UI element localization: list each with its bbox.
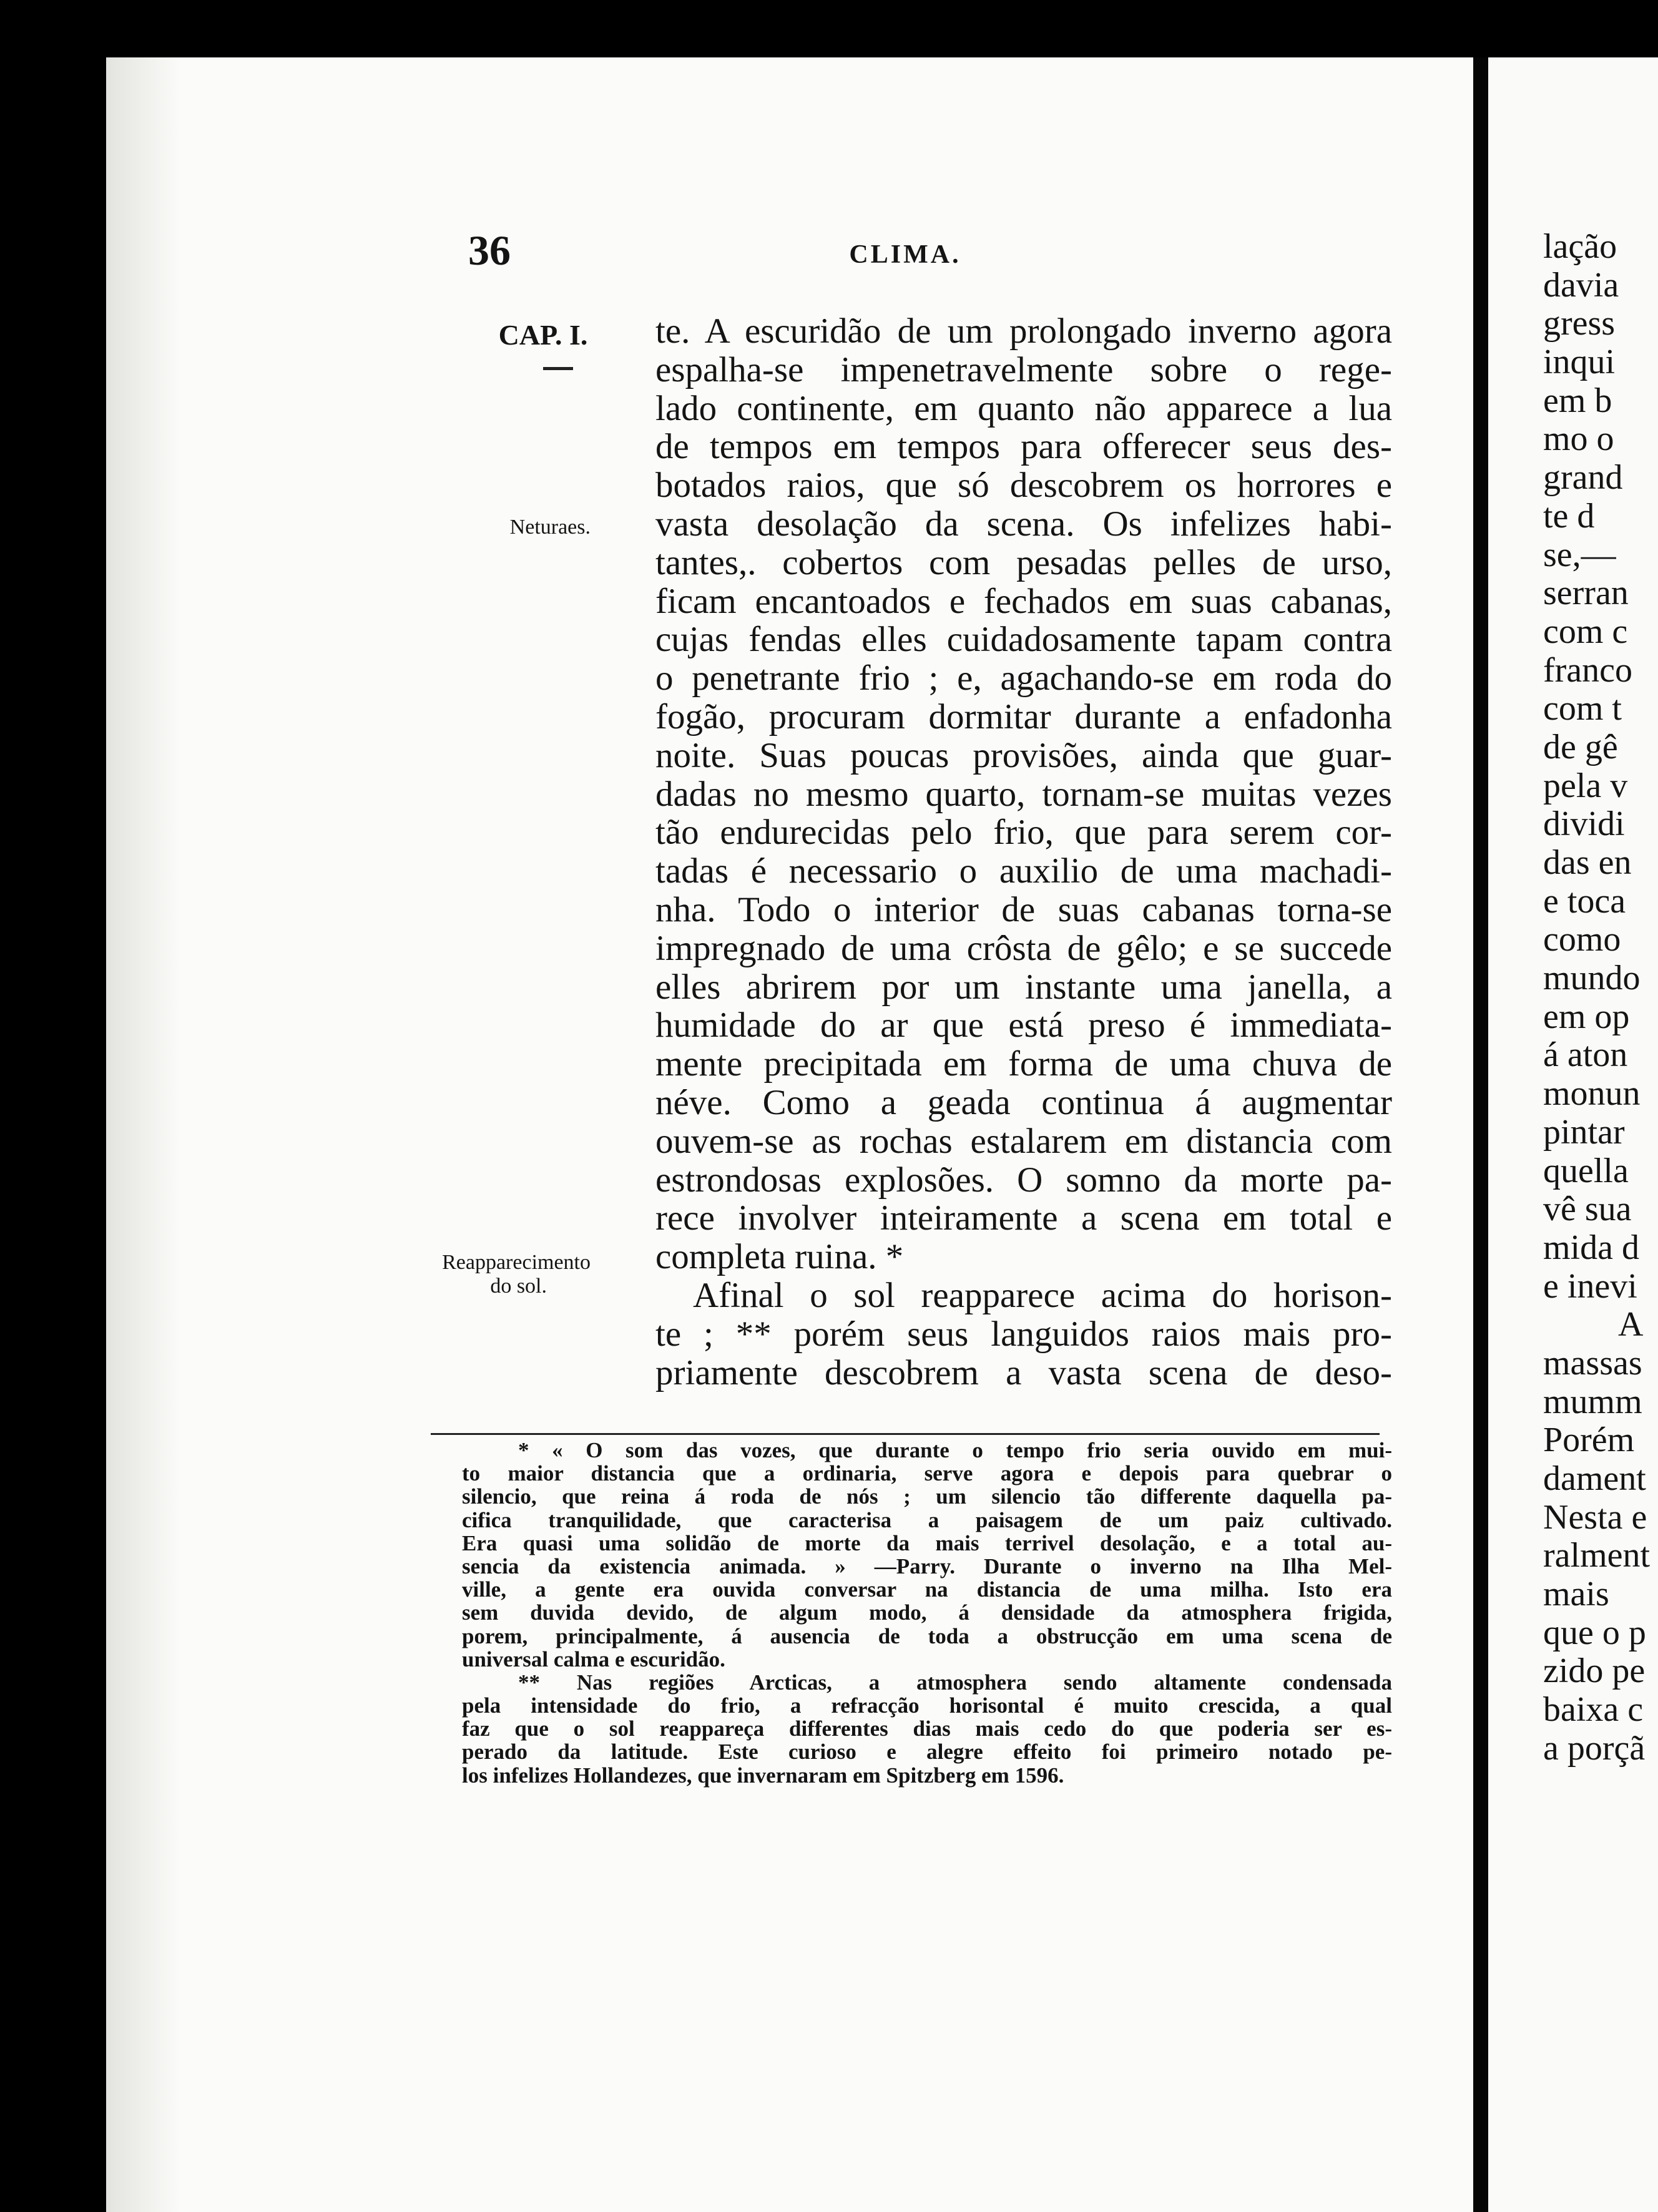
footnote-line: faz que o sol reappareça differentes dias mais cedo do que poderia ser es- (462, 1716, 1392, 1741)
right-page-line: massas (1543, 1343, 1642, 1382)
footnote-line: pela intensidade do frio, a refracção horisontal é muito crescida, a qual (462, 1693, 1392, 1718)
body-line: nha. Todo o interior de suas cabanas torna-se (655, 889, 1392, 929)
chapter-label: CAP. I. (498, 319, 588, 351)
right-page-line: serran (1543, 574, 1629, 613)
footnote-rule (431, 1433, 1380, 1435)
right-page-line: te d (1543, 496, 1595, 536)
body-line: rece involver inteiramente a scena em total e (655, 1198, 1392, 1238)
footnote-line: ville, a gente era ouvida conversar na distancia de uma milha. Isto era (462, 1577, 1392, 1602)
right-page-line: a porçã (1543, 1728, 1646, 1768)
right-page-line: mo o (1543, 419, 1614, 459)
right-book-page (1488, 57, 1658, 2212)
right-page-line: mundo (1543, 959, 1641, 998)
right-page-line: como (1543, 920, 1621, 959)
right-page-line: A (1618, 1305, 1644, 1344)
right-page-line: zido pe (1543, 1652, 1646, 1691)
footnotes (462, 1439, 1392, 1787)
right-page-line: monun (1543, 1074, 1641, 1113)
right-page-line: franco (1543, 650, 1633, 690)
right-page-line: mais (1543, 1575, 1609, 1614)
sidenote-reapparecimento (442, 1251, 591, 1298)
right-page-text (1543, 228, 1650, 1768)
body-line: tão endurecidas pelo frio, que para serem cor- (655, 813, 1392, 853)
right-page-line: baixa c (1543, 1690, 1644, 1730)
body-line: tantes,. cobertos com pesadas pelles de urso, (655, 542, 1392, 582)
footnote-line: silencio, que reina á roda de nós ; um silencio tão differente daquella pa- (462, 1484, 1392, 1509)
sidenote-text: Neturaes. (509, 516, 591, 539)
footnote-line: * « O som das vozes, que durante o tempo frio seria ouvido em mui- (518, 1438, 1392, 1462)
footnote-line: perado da latitude. Este curioso e alegre effeito foi primeiro notado pe- (462, 1740, 1392, 1764)
footnote-line: universal calma e escuridão. (462, 1647, 725, 1671)
body-line: espalha-se impenetravelmente sobre o rege- (655, 350, 1392, 389)
footnote-line: sem duvida devido, de algum modo, á densidade da atmosphera frigida, (462, 1600, 1392, 1625)
body-line: dadas no mesmo quarto, tornam-se muitas vezes (655, 774, 1392, 814)
right-page-line: dament (1543, 1459, 1646, 1498)
right-page-line: Porém (1543, 1421, 1635, 1460)
body-line: te. A escuridão de um prolongado inverno agora (655, 311, 1392, 351)
footnote-line: Era quasi uma solidão de morte da mais terrivel desolação, e a total au- (462, 1530, 1392, 1555)
right-page-line: com t (1543, 689, 1622, 728)
body-line: elles abrirem por um instante uma janella, a (655, 967, 1392, 1007)
sidenote-neturaes (510, 516, 591, 539)
right-page-line: vê sua (1543, 1190, 1632, 1229)
right-page-line: com c (1543, 612, 1628, 651)
body-line: estrondosas explosões. O somno da morte pa- (655, 1160, 1392, 1200)
footnote-line: to maior distancia que a ordinaria, serve agora e depois para quebrar o (462, 1461, 1392, 1486)
right-page-line: pela v (1543, 766, 1628, 805)
right-page-line: á aton (1543, 1035, 1628, 1075)
body-line: cujas fendas elles cuidadosamente tapam contra (655, 620, 1392, 660)
footnote-line: los infelizes Hollandezes, que invernaram em Spitzberg em 1596. (462, 1763, 1064, 1788)
body-line: de tempos em tempos para offerecer seus des- (655, 427, 1392, 467)
page-number: 36 (468, 227, 511, 274)
body-line: impregnado de uma crôsta de gêlo; e se succede (655, 928, 1392, 968)
right-page-line: pintar (1543, 1112, 1625, 1152)
body-line: fogão, procuram dormitar durante a enfadonha (655, 697, 1392, 737)
right-page-line: davia (1543, 265, 1619, 305)
chapter-dash (543, 367, 573, 370)
right-page-line: ralment (1543, 1536, 1651, 1575)
right-page-line: dividi (1543, 805, 1625, 844)
sidenote-line: Reapparecimento (442, 1251, 591, 1274)
right-page-line: quella (1543, 1151, 1629, 1190)
right-page-line: inqui (1543, 343, 1616, 382)
body-line: lado continente, em quanto não apparece a lua (655, 388, 1392, 428)
body-line: botados raios, que só descobrem os horrores e (655, 466, 1392, 506)
body-line: priamente descobrem a vasta scena de deso- (655, 1353, 1392, 1392)
right-page-line: grand (1543, 458, 1623, 497)
body-line: noite. Suas poucas provisões, ainda que guar- (655, 735, 1392, 775)
body-line: tadas é necessario o auxilio de uma machadi- (655, 851, 1392, 891)
footnote-line: ** Nas regiões Arcticas, a atmosphera sendo altamente condensada (518, 1670, 1392, 1695)
right-page-line: e inevi (1543, 1266, 1637, 1306)
right-page-line: que o p (1543, 1613, 1646, 1652)
right-page-line: Nesta e (1543, 1497, 1647, 1537)
right-page-line: lação (1543, 227, 1617, 266)
body-line: ficam encantoados e fechados em suas cabanas, (655, 581, 1392, 621)
body-line: néve. Como a geada continua á augmentar (655, 1082, 1392, 1122)
footnote-line: cifica tranquilidade, que caracterisa a paisagem de um paiz cultivado. (462, 1507, 1392, 1532)
book-gutter (1473, 57, 1488, 2212)
right-page-line: gress (1543, 304, 1616, 343)
right-page-line: em b (1543, 381, 1612, 420)
body-line: completa ruina. * (655, 1237, 904, 1277)
right-page-line: das en (1543, 843, 1632, 882)
sidenote-line: do sol. (490, 1275, 547, 1298)
main-text-column (655, 312, 1392, 1392)
right-page-line: de gê (1543, 727, 1618, 766)
footnote-line: porem, principalmente, á ausencia de toda a obstrucção em uma scena de (462, 1623, 1392, 1648)
body-line: te ; ** porém seus languidos raios mais pro- (655, 1314, 1392, 1354)
right-page-line: mida d (1543, 1228, 1639, 1267)
right-page-line: se,— (1543, 535, 1616, 574)
right-page-line: mumm (1543, 1382, 1642, 1421)
body-line: vasta desolação da scena. Os infelizes habi- (655, 504, 1392, 544)
body-line: o penetrante frio ; e, agachando-se em roda do (655, 658, 1392, 698)
body-line: humidade do ar que está preso é immediata- (655, 1006, 1392, 1045)
footnote-line: sencia da existencia animada. » —Parry. Durante o inverno na Ilha Mel- (462, 1554, 1392, 1578)
running-title: CLIMA. (849, 240, 961, 269)
right-page-line: em op (1543, 997, 1630, 1036)
body-line: Afinal o sol reapparece acima do horison- (693, 1275, 1392, 1315)
body-line: mente precipitada em forma de uma chuva de (655, 1044, 1392, 1084)
right-page-line: e toca (1543, 881, 1626, 921)
body-line: ouvem-se as rochas estalarem em distancia com (655, 1121, 1392, 1161)
